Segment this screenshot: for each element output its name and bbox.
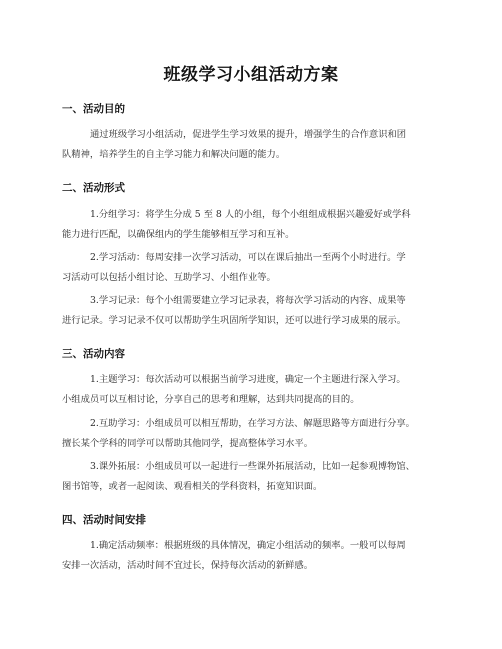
paragraph-schedule-1 (62, 536, 444, 576)
paragraph-line: 能力进行匹配，以确保组内的学生能够相互学习和互补。 (62, 229, 295, 240)
paragraph-line: 图书馆等，或者一起阅读、观看相关的学科资料，拓宽知识面。 (62, 481, 323, 492)
paragraph-line: 小组成员可以互相讨论，分享自己的思考和理解，达到共同提高的目的。 (62, 394, 360, 405)
paragraph-line: 3.学习记录：每个小组需要建立学习记录表，将每次学习活动的内容、成果等 (90, 295, 406, 306)
paragraph-content-2 (62, 414, 444, 454)
paragraph-line: 通过班级学习小组活动，促进学生学习效果的提升，增强学生的合作意识和团 (90, 129, 407, 140)
paragraph-line: 进行记录。学习记录不仅可以帮助学生巩固所学知识，还可以进行学习成果的展示。 (62, 315, 406, 326)
section-heading-purpose: 一、活动目的 (62, 103, 125, 115)
section-heading-content: 三、活动内容 (62, 348, 125, 360)
paragraph-content-3 (62, 457, 444, 497)
paragraph-format-3 (62, 291, 444, 331)
paragraph-line: 2.互助学习：小组成员可以相互帮助，在学习方法、解题思路等方面进行分享。 (90, 418, 415, 429)
section-heading-format: 二、活动形式 (62, 182, 125, 194)
section-heading-schedule: 四、活动时间安排 (62, 514, 146, 526)
paragraph-line: 队精神，培养学生的自主学习能力和解决问题的能力。 (62, 149, 286, 160)
paragraph-line: 擅长某个学科的同学可以帮助其他同学，提高整体学习水平。 (62, 438, 314, 449)
paragraph-line: 1.主题学习：每次活动可以根据当前学习进度，确定一个主题进行深入学习。 (90, 374, 406, 385)
paragraph-format-2 (62, 248, 444, 288)
paragraph-line: 3.课外拓展：小组成员可以一起进行一些课外拓展活动，比如一起参观博物馆、 (90, 461, 415, 472)
document-title: 班级学习小组活动方案 (163, 65, 339, 85)
paragraph-purpose (62, 125, 444, 165)
paragraph-format-1 (62, 205, 444, 245)
paragraph-line: 习活动可以包括小组讨论、互助学习、小组作业等。 (62, 272, 276, 283)
paragraph-content-1 (62, 370, 444, 410)
paragraph-line: 1.确定活动频率：根据班级的具体情况，确定小组活动的频率。一般可以每周 (90, 540, 406, 551)
paragraph-line: 2.学习活动：每周安排一次学习活动，可以在课后抽出一至两个小时进行。学 (90, 252, 406, 263)
paragraph-line: 1.分组学习：将学生分成 5 至 8 人的小组，每个小组组成根据兴趣爱好或学科 (90, 209, 411, 220)
paragraph-line: 安排一次活动，活动时间不宜过长，保持每次活动的新鲜感。 (62, 560, 314, 571)
